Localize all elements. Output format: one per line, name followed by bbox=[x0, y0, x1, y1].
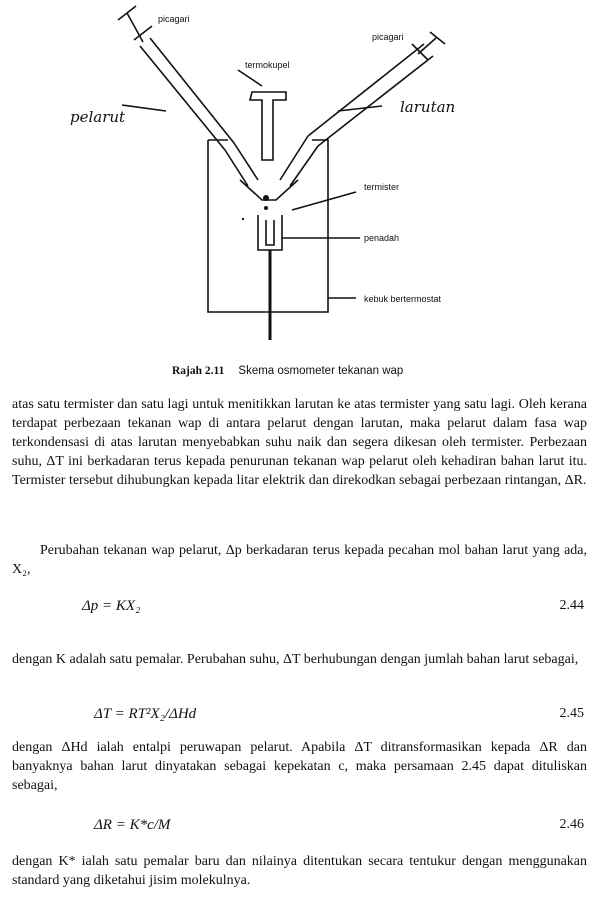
label-syringe-right: picagari bbox=[372, 32, 404, 42]
equation-expression: Δp = KX₂ bbox=[82, 598, 141, 614]
equation-expression: ΔR = K*c/M bbox=[94, 817, 171, 833]
label-thermocouple: termokupel bbox=[245, 60, 290, 70]
equation-2-44 bbox=[12, 598, 588, 622]
equation-expression: ΔT = RT²X₂/ΔHd bbox=[94, 706, 197, 722]
equation-number: 2.45 bbox=[559, 706, 584, 721]
thermocouple bbox=[250, 92, 286, 160]
thermostat-chamber bbox=[208, 140, 328, 312]
paragraph-4: dengan ΔHd ialah entalpi peruwapan pelarut. Apabila ΔT ditransformasikan kepada ΔR dan banyaknya bahan larut dinyatakan sebagai kepekatan c, maka persamaan 2.45 dapat dituliskan sebagai, bbox=[12, 740, 587, 793]
caption-number: Rajah 2.11 bbox=[172, 365, 225, 377]
equation-2-45 bbox=[12, 706, 588, 730]
paragraph-3: dengan K adalah satu pemalar. Perubahan suhu, ΔT berhubungan dengan jumlah bahan larut sebagai, bbox=[12, 652, 579, 667]
equation-2-46 bbox=[12, 817, 588, 841]
label-receiver: penadah bbox=[364, 233, 400, 243]
left-syringe bbox=[140, 38, 234, 150]
paragraph-2: Perubahan tekanan wap pelarut, Δp berkadaran terus kepada pecahan mol bahan larut yang ada, X₂, bbox=[12, 543, 587, 577]
label-thermostat-chamber: kebuk bertermostat bbox=[364, 294, 442, 304]
equation-number: 2.44 bbox=[559, 598, 584, 613]
right-syringe bbox=[308, 44, 433, 146]
figure-caption bbox=[172, 365, 403, 377]
paragraph-5: dengan K* ialah satu pemalar baru dan nilainya ditentukan secara tentukur dengan menggunakan standard yang diketahui jisim molekulnya. bbox=[12, 854, 587, 888]
label-syringe-left: picagari bbox=[158, 14, 190, 24]
vapor-pressure-osmometer-diagram bbox=[0, 0, 600, 360]
label-thermistor: termister bbox=[364, 182, 400, 192]
label-solvent: pelarut bbox=[70, 108, 126, 126]
label-solution: larutan bbox=[400, 98, 456, 116]
equation-number: 2.46 bbox=[559, 817, 584, 832]
paragraph-1: atas satu termister dan satu lagi untuk menitikkan larutan ke atas termister yang satu lagi. Oleh kerana terdapat perbezaan tekanan wap di antara pelarut dengan larutan, maka pelarut dalam fasa wap terkondensasi di atas larutan menyebabkan suhu naik dan segera dikesan oleh termister. Perbezaan suhu, ΔT ini berkadaran terus kepada penurunan tekanan wap pelarut oleh kehadiran bahan larut itu. Termister tersebut dihubungkan kepada litar elektrik dan direkodkan sebagai perbezaan rintangan, ΔR. bbox=[12, 397, 587, 488]
caption-text: Skema osmometer tekanan wap bbox=[238, 365, 404, 377]
